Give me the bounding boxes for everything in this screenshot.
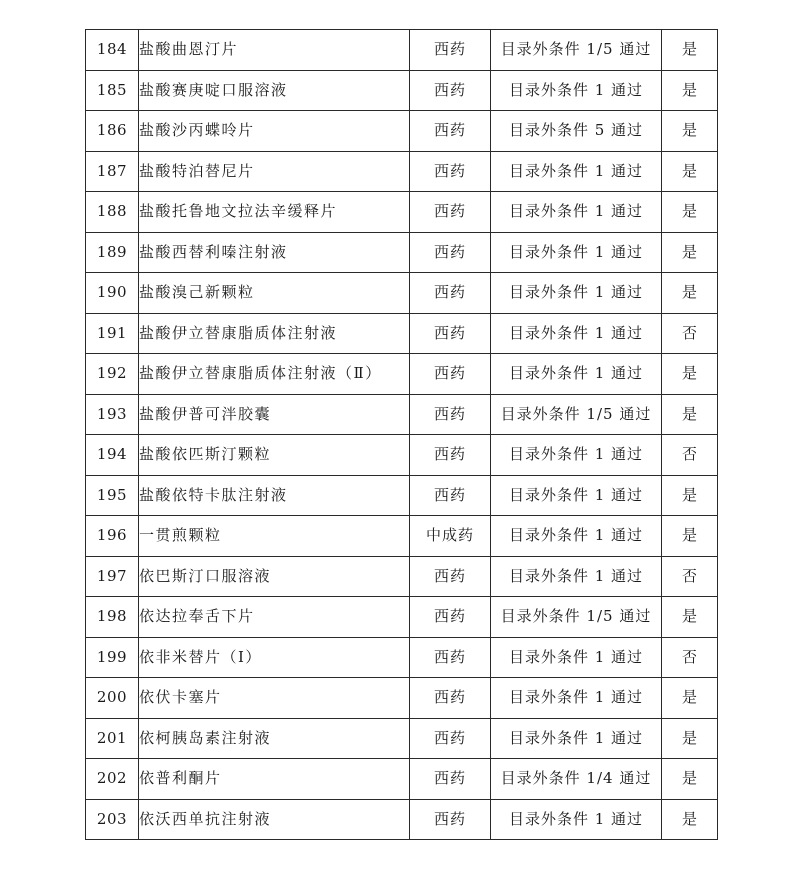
review-condition: 目录外条件 1 通过: [491, 313, 662, 354]
drug-name: 依柯胰岛素注射液: [139, 718, 410, 759]
row-number: 191: [86, 313, 139, 354]
drug-name: 盐酸沙丙蝶呤片: [139, 111, 410, 152]
drug-list-table: [85, 29, 718, 840]
review-condition: 目录外条件 1 通过: [491, 799, 662, 840]
review-result: 是: [662, 192, 718, 233]
review-condition: 目录外条件 1 通过: [491, 354, 662, 395]
drug-name: 盐酸伊立替康脂质体注射液（Ⅱ）: [139, 354, 410, 395]
review-condition: 目录外条件 1 通过: [491, 273, 662, 314]
row-number: 193: [86, 394, 139, 435]
drug-category: 西药: [410, 273, 491, 314]
row-number: 186: [86, 111, 139, 152]
drug-category: 西药: [410, 70, 491, 111]
row-number: 187: [86, 151, 139, 192]
row-number: 201: [86, 718, 139, 759]
drug-category: 西药: [410, 394, 491, 435]
row-number: 199: [86, 637, 139, 678]
review-condition: 目录外条件 1 通过: [491, 556, 662, 597]
drug-name: 盐酸依匹斯汀颗粒: [139, 435, 410, 476]
review-result: 是: [662, 678, 718, 719]
drug-category: 西药: [410, 435, 491, 476]
row-number: 190: [86, 273, 139, 314]
review-result: 否: [662, 435, 718, 476]
row-number: 192: [86, 354, 139, 395]
review-result: 否: [662, 637, 718, 678]
review-condition: 目录外条件 5 通过: [491, 111, 662, 152]
review-condition: 目录外条件 1/5 通过: [491, 30, 662, 71]
drug-category: 西药: [410, 151, 491, 192]
drug-category: 西药: [410, 313, 491, 354]
drug-name: 盐酸伊立替康脂质体注射液: [139, 313, 410, 354]
row-number: 194: [86, 435, 139, 476]
review-result: 是: [662, 597, 718, 638]
table-row: [86, 70, 718, 111]
drug-category: 西药: [410, 799, 491, 840]
table-row: [86, 759, 718, 800]
review-condition: 目录外条件 1 通过: [491, 637, 662, 678]
drug-name: 盐酸伊普可泮胶囊: [139, 394, 410, 435]
review-result: 是: [662, 394, 718, 435]
table-row: [86, 192, 718, 233]
table-row: [86, 799, 718, 840]
review-result: 是: [662, 475, 718, 516]
row-number: 198: [86, 597, 139, 638]
drug-name: 依非米替片（Ⅰ）: [139, 637, 410, 678]
table-row: [86, 516, 718, 557]
drug-category: 中成药: [410, 516, 491, 557]
drug-category: 西药: [410, 597, 491, 638]
row-number: 195: [86, 475, 139, 516]
row-number: 202: [86, 759, 139, 800]
review-condition: 目录外条件 1/4 通过: [491, 759, 662, 800]
row-number: 188: [86, 192, 139, 233]
drug-category: 西药: [410, 111, 491, 152]
table-row: [86, 637, 718, 678]
review-condition: 目录外条件 1 通过: [491, 435, 662, 476]
drug-name: 依达拉奉舌下片: [139, 597, 410, 638]
review-result: 是: [662, 516, 718, 557]
review-result: 是: [662, 111, 718, 152]
review-result: 是: [662, 273, 718, 314]
drug-name: 依巴斯汀口服溶液: [139, 556, 410, 597]
review-result: 是: [662, 759, 718, 800]
table-row: [86, 30, 718, 71]
drug-category: 西药: [410, 637, 491, 678]
row-number: 185: [86, 70, 139, 111]
drug-name: 盐酸溴己新颗粒: [139, 273, 410, 314]
table-row: [86, 435, 718, 476]
row-number: 203: [86, 799, 139, 840]
row-number: 189: [86, 232, 139, 273]
review-condition: 目录外条件 1 通过: [491, 192, 662, 233]
table-row: [86, 597, 718, 638]
drug-name: 依伏卡塞片: [139, 678, 410, 719]
review-condition: 目录外条件 1 通过: [491, 475, 662, 516]
table-row: [86, 718, 718, 759]
drug-category: 西药: [410, 30, 491, 71]
table-row: [86, 151, 718, 192]
table-row: [86, 678, 718, 719]
drug-category: 西药: [410, 232, 491, 273]
table-row: [86, 232, 718, 273]
row-number: 184: [86, 30, 139, 71]
row-number: 200: [86, 678, 139, 719]
drug-name: 盐酸西替利嗪注射液: [139, 232, 410, 273]
review-condition: 目录外条件 1 通过: [491, 70, 662, 111]
drug-name: 盐酸托鲁地文拉法辛缓释片: [139, 192, 410, 233]
review-condition: 目录外条件 1/5 通过: [491, 597, 662, 638]
drug-category: 西药: [410, 678, 491, 719]
drug-category: 西药: [410, 759, 491, 800]
table-row: [86, 556, 718, 597]
table-row: [86, 475, 718, 516]
row-number: 196: [86, 516, 139, 557]
drug-name: 盐酸赛庚啶口服溶液: [139, 70, 410, 111]
table-row: [86, 273, 718, 314]
table-row: [86, 313, 718, 354]
drug-name: 盐酸依特卡肽注射液: [139, 475, 410, 516]
review-condition: 目录外条件 1 通过: [491, 718, 662, 759]
row-number: 197: [86, 556, 139, 597]
review-result: 否: [662, 556, 718, 597]
drug-name: 盐酸曲恩汀片: [139, 30, 410, 71]
review-condition: 目录外条件 1 通过: [491, 516, 662, 557]
review-result: 否: [662, 313, 718, 354]
table-body: [86, 30, 718, 840]
drug-category: 西药: [410, 556, 491, 597]
table-row: [86, 111, 718, 152]
review-condition: 目录外条件 1 通过: [491, 678, 662, 719]
drug-category: 西药: [410, 718, 491, 759]
drug-name: 盐酸特泊替尼片: [139, 151, 410, 192]
review-result: 是: [662, 151, 718, 192]
drug-name: 一贯煎颗粒: [139, 516, 410, 557]
review-result: 是: [662, 354, 718, 395]
review-result: 是: [662, 799, 718, 840]
drug-category: 西药: [410, 475, 491, 516]
drug-category: 西药: [410, 354, 491, 395]
review-condition: 目录外条件 1 通过: [491, 232, 662, 273]
table-row: [86, 394, 718, 435]
drug-category: 西药: [410, 192, 491, 233]
drug-name: 依普利酮片: [139, 759, 410, 800]
table-row: [86, 354, 718, 395]
drug-name: 依沃西单抗注射液: [139, 799, 410, 840]
review-condition: 目录外条件 1 通过: [491, 151, 662, 192]
review-result: 是: [662, 30, 718, 71]
review-condition: 目录外条件 1/5 通过: [491, 394, 662, 435]
review-result: 是: [662, 232, 718, 273]
review-result: 是: [662, 718, 718, 759]
review-result: 是: [662, 70, 718, 111]
